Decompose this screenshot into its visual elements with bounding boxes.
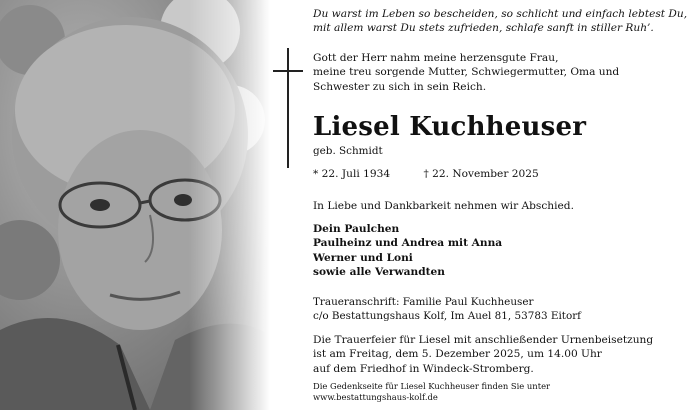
- funeral-line: auf dem Friedhof in Windeck-Stromberg.: [313, 362, 534, 375]
- cross-icon: [273, 48, 303, 168]
- mourner: Paulheinz und Andrea mit Anna: [313, 237, 503, 250]
- address-line: c/o Bestattungshaus Kolf, Im Auel 81, 53783 Eitorf: [313, 310, 582, 323]
- life-dates: [313, 168, 625, 180]
- mourner: Dein Paulchen: [313, 223, 400, 235]
- mourners-list: [313, 222, 625, 279]
- funeral-line: ist am Freitag, dem 5. Dezember 2025, um 14.00 Uhr: [313, 348, 602, 361]
- birth-date: * 22. Juli 1934: [313, 168, 391, 180]
- death-date: † 22. November 2025: [423, 168, 539, 180]
- funeral-line: Die Trauerfeier für Liesel mit anschließender Urnenbeisetzung: [313, 334, 654, 346]
- quote: [313, 7, 687, 35]
- farewell-text: In Liebe und Dankbarkeit nehmen wir Abschied.: [313, 200, 574, 212]
- deceased-name: Liesel Kuchheuser: [313, 112, 587, 142]
- address-line: Traueranschrift: Familie Paul Kuchheuser: [313, 296, 534, 308]
- portrait-illustration: [0, 0, 270, 410]
- quote-line: Du warst im Leben so bescheiden, so schlicht und einfach lebtest Du,: [313, 8, 687, 20]
- portrait-photo: [0, 0, 270, 410]
- quote-line: mit allem warst Du stets zufrieden, schlafe sanft in stiller Ruh’.: [313, 22, 654, 34]
- intro-line: Gott der Herr nahm meine herzensgute Frau,: [313, 52, 559, 64]
- mourner: sowie alle Verwandten: [313, 265, 445, 278]
- mourning-address: [313, 295, 625, 324]
- memorial-page-note: [313, 381, 625, 403]
- intro-line: Schwester zu sich in sein Reich.: [313, 80, 487, 93]
- mourner: Werner und Loni: [313, 251, 413, 264]
- memorial-page-link[interactable]: www.bestattungshaus-kolf.de: [313, 392, 438, 402]
- intro-text: [313, 51, 625, 94]
- intro-line: meine treu sorgende Mutter, Schwiegermutter, Oma und: [313, 66, 620, 79]
- maiden-name: geb. Schmidt: [313, 145, 383, 157]
- footer-line: Die Gedenkseite für Liesel Kuchheuser finden Sie unter: [313, 381, 551, 391]
- funeral-info: [313, 333, 654, 376]
